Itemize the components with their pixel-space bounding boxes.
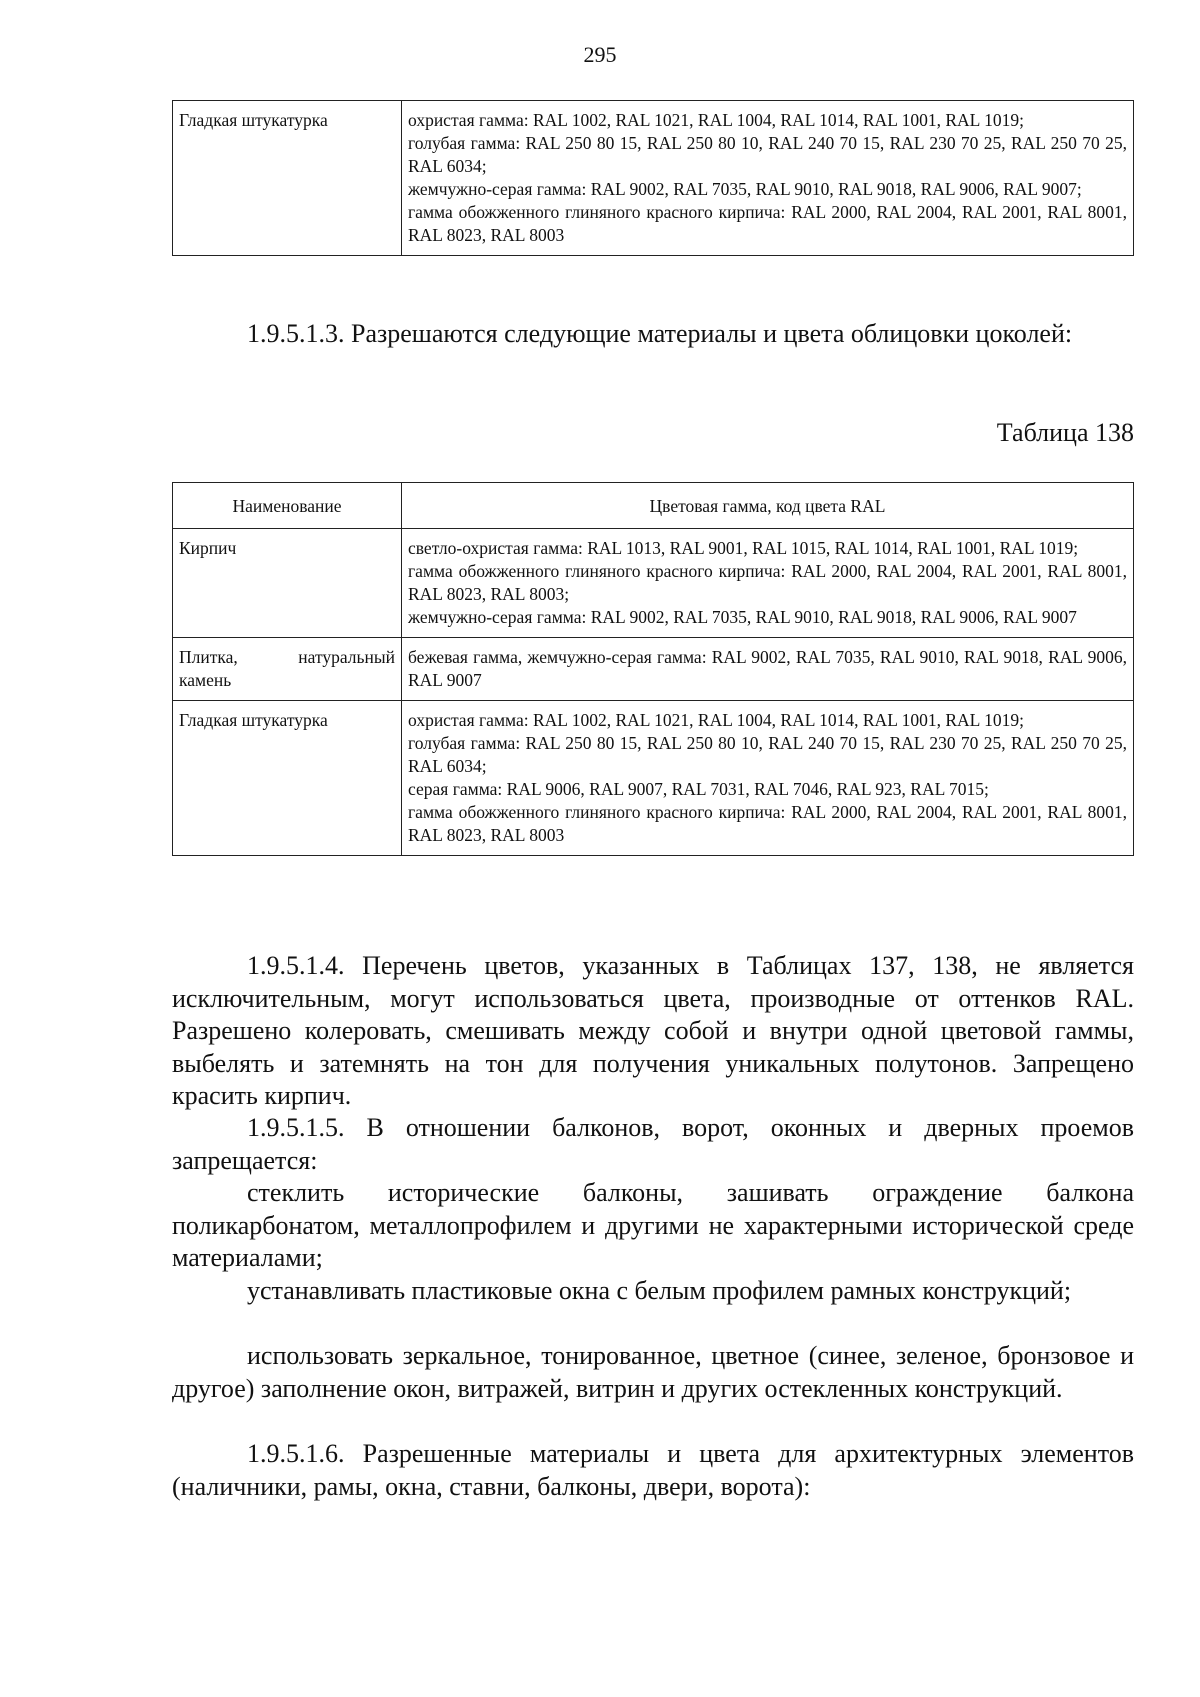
color-range-line: охристая гамма: RAL 1002, RAL 1021, RAL 1004, RAL 1014, RAL 1001, RAL 1019; [408, 110, 1024, 130]
list-item: стеклить исторические балконы, зашивать ограждение балкона поликарбонатом, металлопрофилем и другими не характерными исторической среде материалами; [172, 1178, 1134, 1272]
color-range-line: гамма обожженного глиняного красного кирпича: RAL 2000, RAL 2004, RAL 2001, RAL 8001, RAL 8023, RAL 8003 [408, 802, 1127, 845]
table-row [173, 529, 1134, 638]
paragraph-1-9-5-1-6: 1.9.5.1.6. Разрешенные материалы и цвета для архитектурных элементов (наличники, рамы, окна, ставни, балконы, двери, ворота): [172, 1439, 1134, 1501]
table-row [173, 638, 1134, 701]
paragraph-1-9-5-1-4: 1.9.5.1.4. Перечень цветов, указанных в Таблицах 137, 138, не является исключительным, могут использоваться цвета, производные от оттенков RAL. Разрешено колеровать, смешивать между собой и внутри одной цветовой гаммы, выбелять и затемнять на тон для получения уникальных полутонов. Запрещено красить кирпич. [172, 951, 1134, 1110]
list-item: использовать зеркальное, тонированное, цветное (синее, зеленое, бронзовое и другое) заполнение окон, витражей, витрин и других остекленных конструкций. [172, 1341, 1134, 1403]
table-138 [172, 482, 1134, 856]
color-range-line: голубая гамма: RAL 250 80 15, RAL 250 80 10, RAL 240 70 15, RAL 230 70 25, RAL 250 70 25, RAL 6034; [408, 733, 1127, 776]
color-range-cell [402, 529, 1134, 638]
material-name [173, 638, 402, 701]
color-range-line: гамма обожженного глиняного красного кирпича: RAL 2000, RAL 2004, RAL 2001, RAL 8001, RAL 8023, RAL 8003 [408, 202, 1127, 245]
paragraph-1-9-5-1-3: 1.9.5.1.3. Разрешаются следующие материалы и цвета облицовки цоколей: [247, 319, 1073, 348]
color-range-line: жемчужно-серая гамма: RAL 9002, RAL 7035, RAL 9010, RAL 9018, RAL 9006, RAL 9007; [408, 179, 1082, 199]
material-name: Кирпич [173, 529, 402, 638]
page-number: 295 [583, 42, 617, 67]
material-name-word: натуральный [298, 647, 395, 667]
color-range-line: светло-охристая гамма: RAL 1013, RAL 9001, RAL 1015, RAL 1014, RAL 1001, RAL 1019; [408, 538, 1079, 558]
column-header-colors: Цветовая гамма, код цвета RAL [402, 483, 1134, 529]
material-name-word: Плитка, [179, 647, 238, 667]
list-item: устанавливать пластиковые окна с белым профилем рамных конструкций; [247, 1276, 1072, 1305]
table-row [173, 101, 1134, 256]
color-table-continued [172, 100, 1134, 256]
material-name: Гладкая штукатурка [173, 701, 402, 856]
color-range-line: серая гамма: RAL 9006, RAL 9007, RAL 7031, RAL 7046, RAL 923, RAL 7015; [408, 779, 989, 799]
color-range-line: голубая гамма: RAL 250 80 15, RAL 250 80 10, RAL 240 70 15, RAL 230 70 25, RAL 250 70 25, RAL 6034; [408, 133, 1127, 176]
color-range-cell [402, 638, 1134, 701]
color-range-cell [402, 701, 1134, 856]
material-name: Гладкая штукатурка [173, 101, 402, 256]
color-range-cell [402, 101, 1134, 256]
color-range-line: охристая гамма: RAL 1002, RAL 1021, RAL 1004, RAL 1014, RAL 1001, RAL 1019; [408, 710, 1024, 730]
column-header-name: Наименование [173, 483, 402, 529]
material-name-line [179, 646, 395, 669]
table-caption: Таблица 138 [996, 418, 1134, 447]
color-range-line: бежевая гамма, жемчужно-серая гамма: RAL 9002, RAL 7035, RAL 9010, RAL 9018, RAL 9006, RAL 9007 [408, 647, 1127, 690]
color-range-line: гамма обожженного глиняного красного кирпича: RAL 2000, RAL 2004, RAL 2001, RAL 8001, RAL 8023, RAL 8003; [408, 561, 1127, 604]
table-header-row [173, 483, 1134, 529]
table-row [173, 701, 1134, 856]
color-range-line: жемчужно-серая гамма: RAL 9002, RAL 7035, RAL 9010, RAL 9018, RAL 9006, RAL 9007 [408, 607, 1077, 627]
material-name-line: камень [179, 670, 232, 690]
paragraph-1-9-5-1-5: 1.9.5.1.5. В отношении балконов, ворот, оконных и дверных проемов запрещается: [172, 1113, 1134, 1175]
